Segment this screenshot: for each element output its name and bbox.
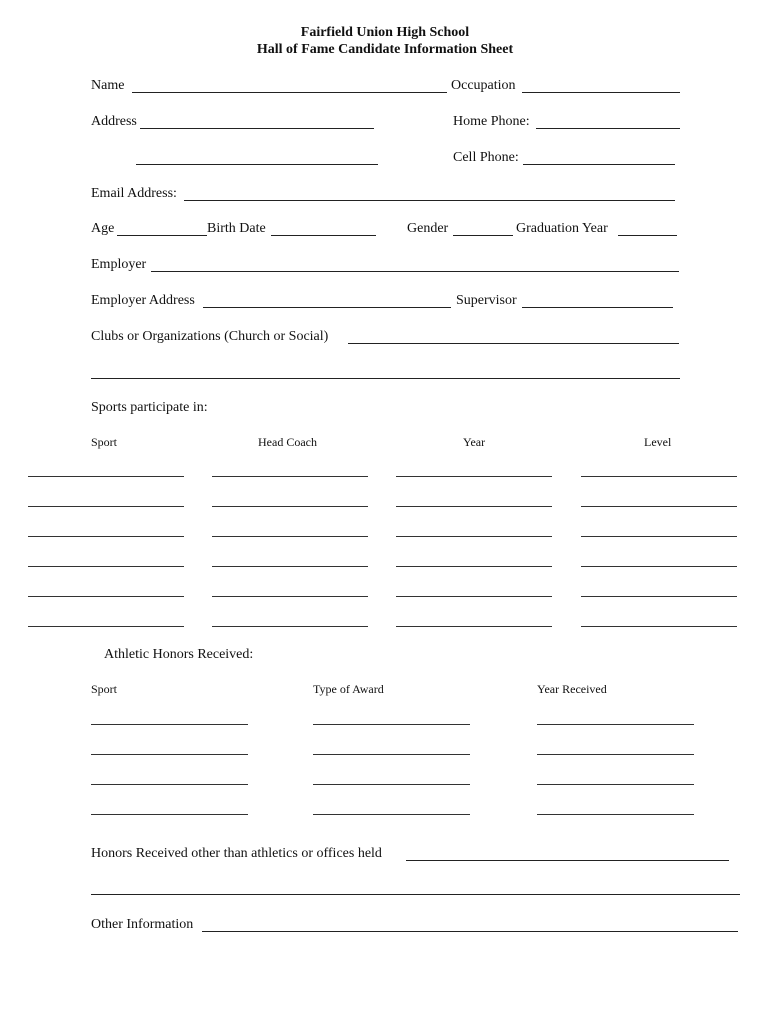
honors-col-sport: Sport (91, 682, 118, 696)
employer-address-row (91, 293, 691, 313)
employer-address-field[interactable] (203, 293, 451, 308)
honors-blank-sport[interactable] (91, 723, 248, 725)
other-info-label: Other Information (91, 917, 194, 932)
sports-blank-year[interactable] (396, 595, 552, 597)
honors-blank-sport[interactable] (91, 783, 248, 785)
sports-blank-level[interactable] (581, 625, 737, 627)
clubs-field-line-2[interactable] (91, 378, 680, 379)
honors-blank-year-received[interactable] (537, 723, 694, 725)
age-field[interactable] (117, 221, 207, 236)
honors-blank-sport[interactable] (91, 753, 248, 755)
clubs-row (91, 329, 691, 349)
honors-blank-year-received[interactable] (537, 783, 694, 785)
email-field[interactable] (184, 186, 675, 201)
cell-phone-label: Cell Phone: (453, 150, 519, 165)
supervisor-field[interactable] (522, 293, 673, 308)
email-row (91, 186, 691, 206)
sports-blank-head-coach[interactable] (212, 505, 368, 507)
honors-other-row (91, 846, 751, 866)
age-label: Age (91, 221, 115, 236)
honors-col-year-received: Year Received (537, 682, 607, 696)
home-phone-label: Home Phone: (453, 114, 530, 129)
sports-blank-sport[interactable] (28, 565, 184, 567)
sports-heading: Sports participate in: (91, 400, 208, 415)
birth-date-field[interactable] (271, 221, 376, 236)
name-label: Name (91, 78, 125, 93)
birth-date-label: Birth Date (207, 221, 266, 236)
sports-blank-year[interactable] (396, 565, 552, 567)
gender-field[interactable] (453, 221, 513, 236)
sports-blank-head-coach[interactable] (212, 595, 368, 597)
supervisor-label: Supervisor (456, 293, 517, 308)
graduation-year-label: Graduation Year (516, 221, 608, 236)
employer-address-label: Employer Address (91, 293, 195, 308)
sports-col-head-coach: Head Coach (258, 435, 317, 449)
sports-blank-head-coach[interactable] (212, 475, 368, 477)
form-title: Hall of Fame Candidate Information Sheet (256, 42, 514, 57)
honors-blank-year-received[interactable] (537, 753, 694, 755)
sports-blank-level[interactable] (581, 475, 737, 477)
name-row (91, 78, 691, 98)
school-name: Fairfield Union High School (300, 25, 470, 40)
sports-blank-head-coach[interactable] (212, 565, 368, 567)
sports-blank-sport[interactable] (28, 535, 184, 537)
clubs-label: Clubs or Organizations (Church or Social) (91, 329, 329, 344)
address-field[interactable] (140, 114, 374, 129)
other-info-field[interactable] (202, 917, 738, 932)
cell-phone-field[interactable] (523, 150, 675, 165)
honors-col-type-of-award: Type of Award (313, 682, 384, 696)
occupation-label: Occupation (451, 78, 516, 93)
sports-blank-year[interactable] (396, 535, 552, 537)
clubs-field[interactable] (348, 329, 679, 344)
occupation-field[interactable] (522, 78, 680, 93)
email-label: Email Address: (91, 186, 177, 201)
honors-blank-type-of-award[interactable] (313, 783, 470, 785)
sports-blank-head-coach[interactable] (212, 625, 368, 627)
employer-row (91, 257, 691, 277)
address-line-2-field[interactable] (136, 150, 378, 165)
honors-heading: Athletic Honors Received: (104, 647, 254, 662)
address-label: Address (91, 114, 137, 129)
sports-col-sport: Sport (91, 435, 118, 449)
sports-blank-head-coach[interactable] (212, 535, 368, 537)
sports-blank-level[interactable] (581, 535, 737, 537)
home-phone-field[interactable] (536, 114, 680, 129)
sports-blank-year[interactable] (396, 625, 552, 627)
sports-blank-sport[interactable] (28, 505, 184, 507)
sports-blank-level[interactable] (581, 595, 737, 597)
name-field[interactable] (132, 78, 447, 93)
employer-label: Employer (91, 257, 147, 272)
honors-blank-year-received[interactable] (537, 813, 694, 815)
employer-field[interactable] (151, 257, 679, 272)
sports-blank-sport[interactable] (28, 595, 184, 597)
sports-col-level: Level (644, 435, 672, 449)
cell-row (91, 150, 691, 170)
sports-blank-year[interactable] (396, 505, 552, 507)
other-info-row (91, 917, 751, 937)
age-row (91, 221, 691, 241)
address-row (91, 114, 691, 134)
honors-blank-type-of-award[interactable] (313, 723, 470, 725)
honors-blank-type-of-award[interactable] (313, 813, 470, 815)
sports-blank-level[interactable] (581, 505, 737, 507)
sports-blank-year[interactable] (396, 475, 552, 477)
honors-blank-sport[interactable] (91, 813, 248, 815)
sports-blank-sport[interactable] (28, 475, 184, 477)
honors-other-label: Honors Received other than athletics or offices held (91, 846, 382, 861)
graduation-year-field[interactable] (618, 221, 677, 236)
gender-label: Gender (407, 221, 449, 236)
honors-other-field[interactable] (406, 846, 729, 861)
honors-blank-type-of-award[interactable] (313, 753, 470, 755)
honors-other-field-line-2[interactable] (91, 894, 740, 895)
sports-blank-level[interactable] (581, 565, 737, 567)
sports-blank-sport[interactable] (28, 625, 184, 627)
sports-col-year: Year (463, 435, 486, 449)
